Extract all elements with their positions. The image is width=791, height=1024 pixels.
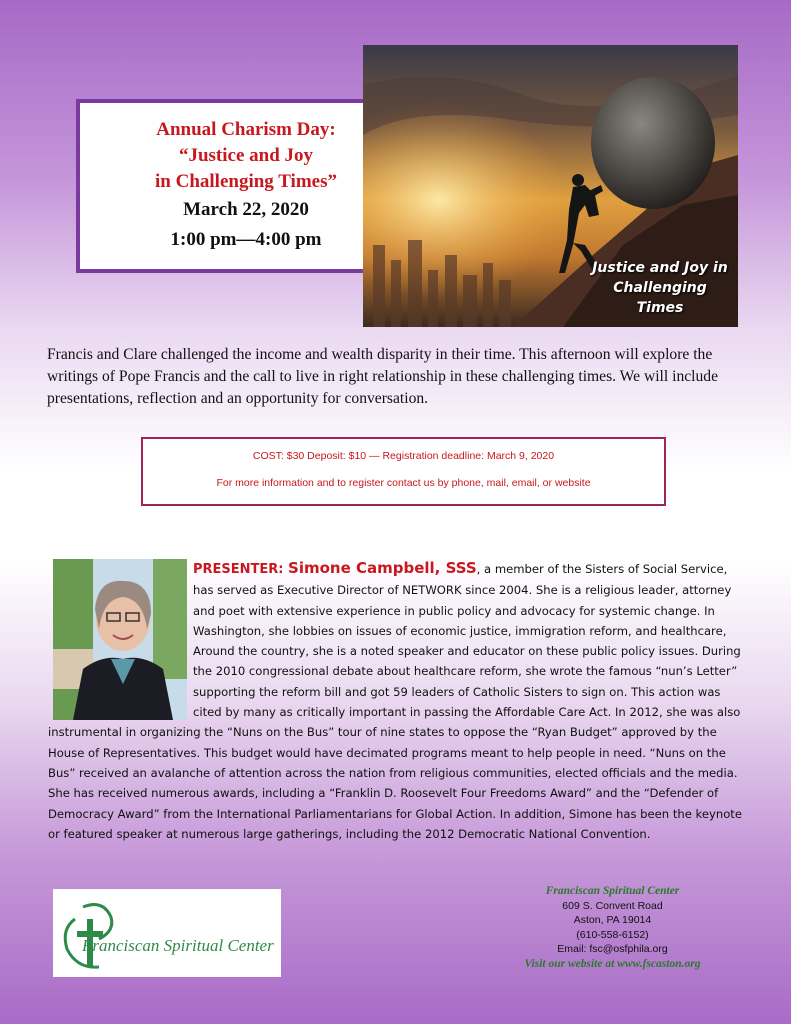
presenter-bio: [48, 558, 748, 844]
contact-phone: (610-558-6152): [576, 928, 649, 941]
presenter-label: PRESENTER:: [193, 562, 289, 577]
register-info-line: For more information and to register contact us by phone, mail, email, or website: [216, 477, 591, 489]
hero-caption: [590, 258, 730, 318]
cost-line: COST: $30 Deposit: $10 — Registration deadline: March 9, 2020: [252, 450, 555, 462]
event-title-line1: Annual Charism Day:: [156, 119, 336, 140]
contact-info: [500, 884, 725, 971]
contact-website[interactable]: Visit our website at www.fscaston.org: [524, 957, 701, 970]
photo-spacer: [48, 558, 193, 720]
hero-caption-line1: Justice and Joy in: [592, 260, 728, 276]
logo-text: Franciscan Spiritual Center: [82, 936, 274, 955]
logo: [53, 889, 281, 977]
event-title-line2: “Justice and Joy: [178, 145, 314, 166]
presenter-bio-text: , a member of the Sisters of Social Service, has served as Executive Director of NETWORK since 2004. She is a religious leader, attorney and poet with extensive experience in public policy and advocacy for systemic change. In Washington, she lobbies on issues of economic justice, immigration reform, and healthcare, Around the country, she is a noted speaker and educator on these public policy issues. During the 2010 congressional debate about healthcare reform, she wrote the famous “nun’s Letter” supporting the reform bill and got 59 leaders of Catholic Sisters to sign on. This action was cited by many as critically important in passing the Affordable Care Act. In 2012, she was also instrumental in organizing the “Nuns on the Bus” tour of nine states to oppose the “Ryan Budget” approved by the House of Representatives. This budget would have decimated programs meant to help people in need. “Nuns on the Bus” received an avalanche of attention across the nation from religious communities, elected officials and the media. She has received numerous awards, including a “Franklin D. Roosevelt Four Freedoms Award” and the “Defender of Democracy Award” from the International Parliamentarians for Global Action. In addition, Simone has been the keynote or featured speaker at numerous large gatherings, including the 2012 Democratic National Convention.: [48, 562, 742, 841]
contact-street: 609 S. Convent Road: [562, 899, 663, 912]
presenter-name: Simone Campbell, SSS: [288, 559, 477, 577]
hero-caption-line2: Challenging Times: [613, 280, 707, 316]
contact-org: Franciscan Spiritual Center: [545, 885, 680, 897]
intro-paragraph: Francis and Clare challenged the income and wealth disparity in their time. This afternoon will explore the writings of Pope Francis and the call to live in right relationship in these challenging times. We will include presentations, reflection and an opportunity for conversation.: [47, 346, 719, 407]
event-title-line3: in Challenging Times”: [155, 171, 337, 192]
cost-box: [141, 437, 666, 506]
contact-city: Aston, PA 19014: [573, 914, 652, 926]
event-time: 1:00 pm—4:00 pm: [170, 229, 322, 250]
contact-email[interactable]: Email: fsc@osfphila.org: [557, 943, 668, 955]
event-date: March 22, 2020: [183, 199, 309, 220]
